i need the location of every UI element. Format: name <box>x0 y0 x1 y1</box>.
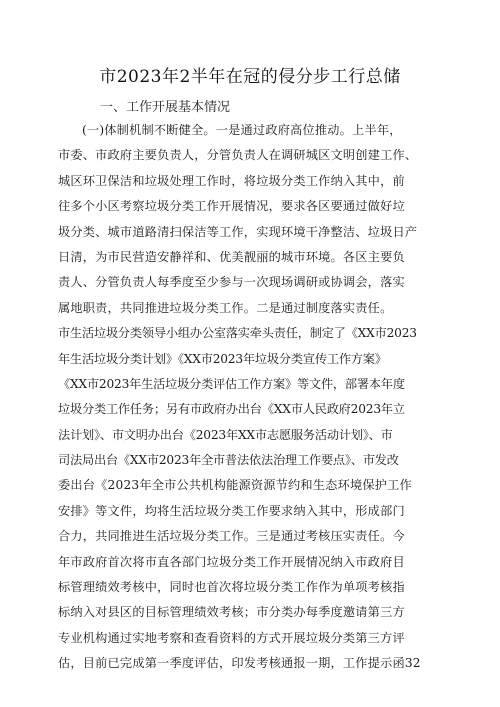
paragraph-line: 属地职责，共同推进垃圾分类工作。二是通过制度落实责任。 <box>58 300 393 315</box>
document-body <box>58 118 444 677</box>
paragraph-line: 司法局出台《XX市2023年全市普法依法治理工作要点》、市发改 <box>58 453 399 468</box>
paragraph-line: 委出台《2023年全市公共机构能源资源节约和生态环境保护工作 <box>58 478 412 493</box>
paragraph-line: 标纳入对县区的目标管理绩效考核；市分类办每季度邀请第三方 <box>58 605 405 620</box>
section-heading: 一、工作开展基本情况 <box>100 100 231 115</box>
paragraph-line: 往多个小区考察垃圾分类工作开展情况，要求各区要通过做好垃 <box>58 199 405 214</box>
paragraph-line: 圾分类、城市道路清扫保洁等工作，实现环境干净整洁、垃圾日产 <box>58 224 418 239</box>
paragraph-line: 年生活垃圾分类计划》《XX市2023年垃圾分类宣传工作方案》 <box>58 351 387 366</box>
paragraph-line: 标管理绩效考核中，同时也首次将垃圾分类工作作为单项考核指 <box>58 580 405 595</box>
paragraph-line: 市委、市政府主要负责人，分管负责人在调研城区文明创建工作、 <box>58 148 418 163</box>
paragraph-line: 合力，共同推进生活垃圾分类工作。三是通过考核压实责任。今 <box>58 529 405 544</box>
paragraph-line: 估，目前已完成第一季度评估，印发考核通报一期，工作提示函32 <box>58 656 421 671</box>
paragraph-line: (一)体制机制不断健全。一是通过政府高位推动。上半年， <box>82 123 402 137</box>
paragraph-line: 法计划》、市文明办出台《2023年XX市志愿服务活动计划》、市 <box>58 427 393 442</box>
document-title: 市2023年2半年在冠的侵分步工行总储 <box>99 67 401 87</box>
paragraph-line: 安排》等文件，均将生活垃圾分类工作要求纳入其中，形成部门 <box>58 503 405 518</box>
paragraph-line: 责人、分管负责人每季度至少参与一次现场调研或协调会，落实 <box>58 275 405 290</box>
paragraph-line: 垃圾分类工作任务；另有市政府办出台《XX市人民政府2023年立 <box>58 402 405 417</box>
paragraph-line: 《XX市2023年生活垃圾分类评估工作方案》等文件，部署本年度 <box>58 376 405 391</box>
paragraph-line: 年市政府首次将市直各部门垃圾分类工作开展情况纳入市政府目 <box>58 554 405 569</box>
paragraph-line: 城区环卫保洁和垃圾处理工作时，将垃圾分类工作纳入其中，前 <box>58 173 405 188</box>
paragraph-line: 日清，为市民营造安静祥和、优美靓丽的城市环境。各区主要负 <box>58 249 405 264</box>
paragraph-line: 专业机构通过实地考察和查看资料的方式开展垃圾分类第三方评 <box>58 630 405 645</box>
paragraph-line: 市生活垃圾分类领导小组办公室落实牵头责任，制定了《XX市2023 <box>58 326 417 341</box>
